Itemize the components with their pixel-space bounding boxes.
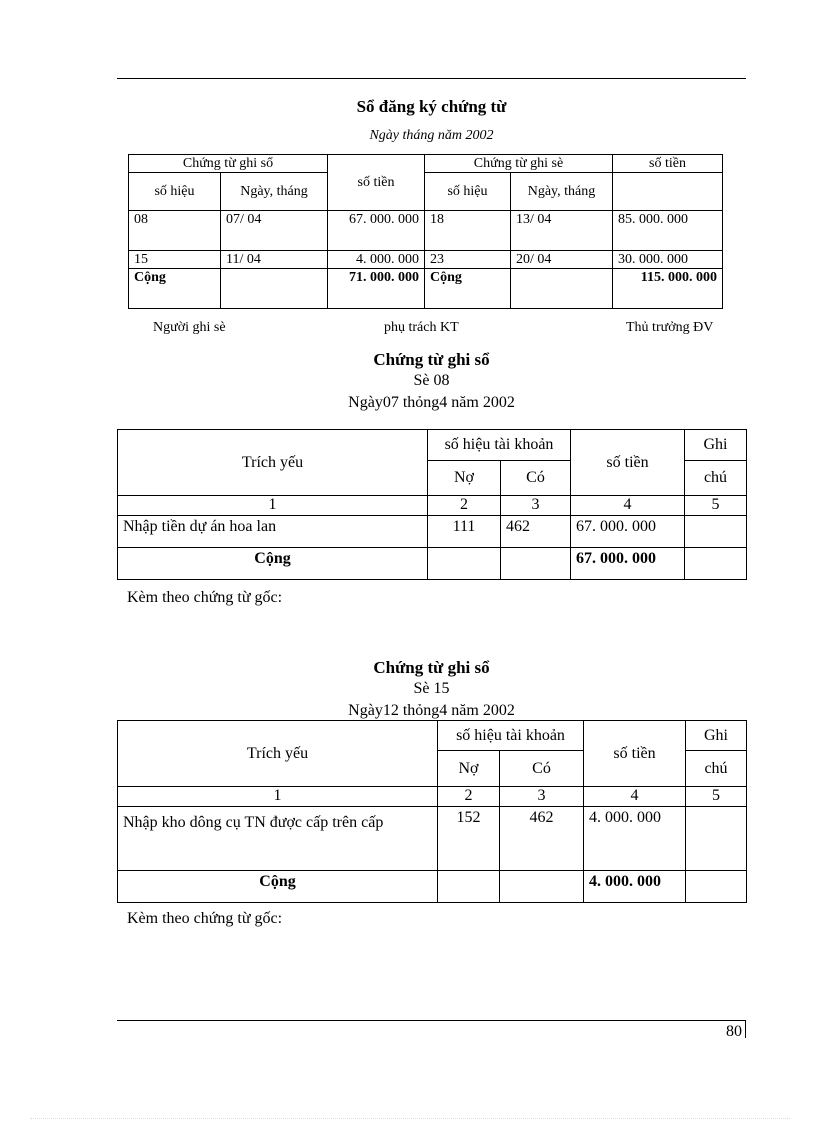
index-cell: 5: [686, 787, 747, 807]
table-row: [129, 251, 723, 269]
index-cell: 1: [118, 496, 428, 516]
cell-amount: 67. 000. 000: [571, 516, 685, 548]
empty-cell: [428, 548, 501, 580]
cell-co: 462: [501, 516, 571, 548]
empty-cell: [685, 548, 747, 580]
total-label: Cộng: [425, 269, 511, 309]
register-group-right: Chứng từ ghi sè: [425, 155, 613, 173]
register-col-ngay-thang-left: Ngày, tháng: [221, 173, 328, 211]
total-amount: 4. 000. 000: [584, 871, 686, 903]
voucher2-number: Sè 15: [413, 680, 450, 697]
index-cell: 5: [685, 496, 747, 516]
register-col-so-hieu-right: số hiệu: [425, 173, 511, 211]
cell-so-tien: 4. 000. 000: [328, 251, 425, 269]
signature-right: Thủ trưởng ĐV: [626, 320, 714, 335]
total-label: Cộng: [118, 871, 438, 903]
register-group-left: Chứng từ ghi sổ: [129, 155, 328, 173]
empty-cell: [500, 871, 584, 903]
voucher1-col-co: Có: [501, 461, 571, 496]
index-cell: 4: [584, 787, 686, 807]
voucher1-attach: Kèm theo chứng từ gốc:: [127, 589, 283, 606]
voucher2-table: [117, 720, 747, 903]
cell-co: 462: [500, 807, 584, 871]
voucher2-date: Ngày12 thỏng4 năm 2002: [348, 702, 515, 719]
table-index-row: [118, 496, 747, 516]
cell-ngay-thang: 13/ 04: [511, 211, 613, 251]
signature-left: Người ghi sè: [153, 320, 226, 335]
voucher1-col-ghi: Ghi: [685, 430, 747, 461]
register-col-so-tien-right: số tiền: [613, 155, 723, 173]
voucher1-table: [117, 429, 747, 580]
table-total-row: [118, 548, 747, 580]
cell-no: 111: [428, 516, 501, 548]
index-cell: 3: [500, 787, 584, 807]
cell-note: [685, 516, 747, 548]
table-row: [118, 807, 747, 871]
empty-cell: [221, 269, 328, 309]
voucher2-attach: Kèm theo chứng từ gốc:: [127, 910, 283, 927]
voucher1-col-so-tien: số tiền: [571, 430, 685, 496]
cell-no: 152: [438, 807, 500, 871]
cell-note: [686, 807, 747, 871]
footer-rule: [117, 1020, 746, 1021]
voucher1-col-so-hieu-tk: số hiệu tài khoản: [428, 430, 571, 461]
table-total-row: [129, 269, 723, 309]
register-title: Sổ đăng ký chứng từ: [356, 97, 507, 116]
total-label: Cộng: [129, 269, 221, 309]
total-so-tien: 71. 000. 000: [328, 269, 425, 309]
page-number: 80: [726, 1023, 742, 1040]
cell-amount: 4. 000. 000: [584, 807, 686, 871]
index-cell: 1: [118, 787, 438, 807]
cell-so-tien: 67. 000. 000: [328, 211, 425, 251]
register-table: [128, 154, 723, 309]
empty-cell: [686, 871, 747, 903]
cell-ngay-thang: 20/ 04: [511, 251, 613, 269]
cell-so-hieu: 18: [425, 211, 511, 251]
empty-cell: [501, 548, 571, 580]
table-index-row: [118, 787, 747, 807]
voucher2-col-so-hieu-tk: số hiệu tài khoản: [438, 721, 584, 751]
header-rule: [117, 78, 746, 79]
voucher2-col-so-tien: số tiền: [584, 721, 686, 787]
bottom-dotted-rule: [30, 1118, 790, 1119]
empty-cell: [511, 269, 613, 309]
register-col-ngay-thang-right: Ngày, tháng: [511, 173, 613, 211]
index-cell: 3: [501, 496, 571, 516]
register-col-so-hieu-left: số hiệu: [129, 173, 221, 211]
voucher1-col-trich-yeu: Trích yếu: [118, 430, 428, 496]
signature-middle: phụ trách KT: [384, 320, 459, 335]
cell-desc: Nhập tiền dự án hoa lan: [118, 516, 428, 548]
empty-cell: [438, 871, 500, 903]
voucher2-title: Chứng từ ghi sổ: [373, 658, 490, 677]
register-col-so-tien-left: số tiền: [328, 155, 425, 211]
voucher1-title: Chứng từ ghi sổ: [373, 350, 490, 369]
index-cell: 2: [438, 787, 500, 807]
voucher1-col-chu: chú: [685, 461, 747, 496]
register-empty-cell: [613, 173, 723, 211]
footer-tick: [745, 1020, 746, 1038]
cell-so-hieu: 08: [129, 211, 221, 251]
voucher1-col-no: Nợ: [428, 461, 501, 496]
index-cell: 2: [428, 496, 501, 516]
voucher2-col-co: Có: [500, 751, 584, 787]
cell-so-tien: 85. 000. 000: [613, 211, 723, 251]
voucher1-number: Sè 08: [413, 372, 450, 389]
voucher2-col-ghi: Ghi: [686, 721, 747, 751]
cell-so-hieu: 15: [129, 251, 221, 269]
cell-ngay-thang: 07/ 04: [221, 211, 328, 251]
voucher2-col-chu: chú: [686, 751, 747, 787]
total-so-tien: 115. 000. 000: [613, 269, 723, 309]
voucher1-date: Ngày07 thỏng4 năm 2002: [348, 394, 515, 411]
index-cell: 4: [571, 496, 685, 516]
table-row: [129, 211, 723, 251]
table-row: [118, 516, 747, 548]
total-label: Cộng: [118, 548, 428, 580]
cell-so-tien: 30. 000. 000: [613, 251, 723, 269]
cell-so-hieu: 23: [425, 251, 511, 269]
voucher2-col-no: Nợ: [438, 751, 500, 787]
register-date: Ngày tháng năm 2002: [369, 128, 494, 143]
cell-ngay-thang: 11/ 04: [221, 251, 328, 269]
total-amount: 67. 000. 000: [571, 548, 685, 580]
voucher2-col-trich-yeu: Trích yếu: [118, 721, 438, 787]
table-total-row: [118, 871, 747, 903]
cell-desc: Nhập kho dông cụ TN được cấp trên cấp: [118, 807, 438, 871]
